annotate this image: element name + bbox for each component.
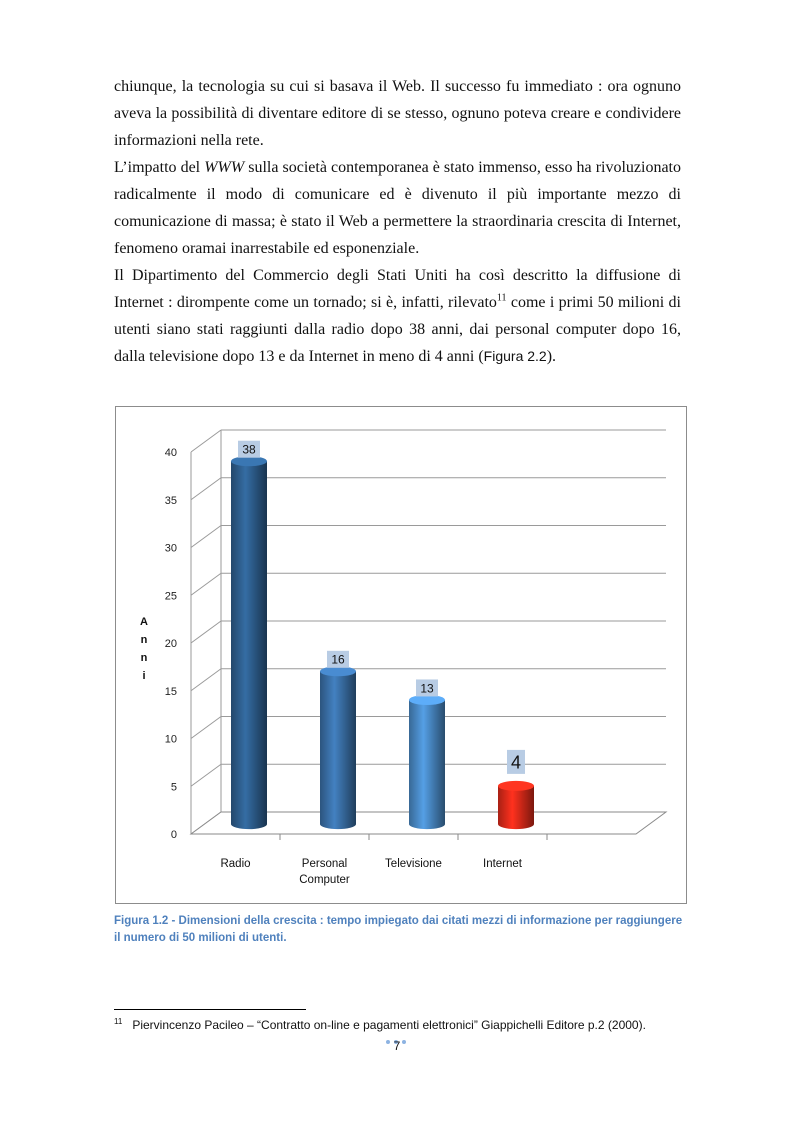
gridline-side xyxy=(191,621,221,643)
gridline-side xyxy=(191,478,221,500)
gridline-side xyxy=(191,764,221,786)
page-number: 7 xyxy=(393,1039,401,1053)
gridline-side xyxy=(191,573,221,595)
y-axis-label-letter: n xyxy=(140,652,148,664)
www-term: WWW xyxy=(204,159,245,176)
footnote-ref: 11 xyxy=(496,292,507,304)
bar-internet xyxy=(498,786,534,829)
gridline-side xyxy=(191,526,221,548)
bar-televisione xyxy=(409,700,445,829)
x-tick-label: Computer xyxy=(299,874,350,886)
data-label: 13 xyxy=(420,681,434,696)
y-tick-label: 15 xyxy=(164,685,177,698)
y-tick-label: 30 xyxy=(164,542,177,555)
footnote-text: Piervincenzo Pacileo – “Contratto on-line e pagamenti elettronici” Giappichelli Editore p.2 (2000). xyxy=(132,1018,646,1032)
x-tick-label: Internet xyxy=(483,858,522,870)
data-label: 16 xyxy=(331,652,345,667)
y-tick-label: 10 xyxy=(164,733,177,746)
y-axis-label-letter: A xyxy=(140,616,148,628)
body-text xyxy=(114,73,681,370)
paragraph-2: L’impatto del WWW sulla società contemporanea è stato immenso, esso ha rivoluzionato radicalmente il modo di comunicare ed è divenuto il più importante mezzo di comunicazione di massa; è stato il Web a permettere la straordinaria crescita di Internet, fenomeno oramai inarrestabile ed esponenziale. xyxy=(114,159,682,257)
footnote xyxy=(114,1017,714,1032)
figure-caption: Figura 1.2 - Dimensioni della crescita : tempo impiegato dai citati mezzi di informazione per raggiungere il numero di 50 milioni di utenti. xyxy=(114,915,683,944)
y-tick-label: 5 xyxy=(170,781,177,794)
bar-top xyxy=(231,456,267,466)
x-tick-label: Radio xyxy=(220,858,251,870)
y-axis-label-letter: n xyxy=(140,634,148,646)
y-tick-label: 35 xyxy=(164,494,177,507)
paragraph-1: chiunque, la tecnologia su cui si basava il Web. Il successo fu immediato : ora ognuno aveva la possibilità di diventare editore di se stesso, ognuno poteva creare e condividere informazioni nella rete. xyxy=(114,78,681,149)
y-tick-label: 40 xyxy=(164,447,177,459)
x-tick-label: Televisione xyxy=(385,858,442,870)
footnote-mark: 11 xyxy=(114,1017,123,1026)
x-tick-label: Personal xyxy=(301,858,348,870)
paragraph-3: Il Dipartimento del Commercio degli Stati Uniti ha così descritto la diffusione di Internet : dirompente come un tornado; si è, infatti, rilevato$^{11}$ come i primi 50 milioni di utenti siano stati raggiunti dalla radio dopo 38 anni, dai personal computer dopo 16, dalla televisione dopo 13 e da Internet in meno di 4 anni (Figura 2.2). xyxy=(114,267,681,365)
figure-ref: Figura 2.2 xyxy=(483,348,547,364)
gridline-side xyxy=(191,430,221,452)
gridline-side xyxy=(191,717,221,739)
bar-top xyxy=(498,781,534,791)
bar-personal-computer xyxy=(320,671,356,829)
y-axis-label-letter: i xyxy=(142,670,146,682)
data-label: 4 xyxy=(510,752,522,773)
footnote-rule xyxy=(114,1009,306,1010)
y-tick-label: 20 xyxy=(164,638,177,650)
y-tick-label: 25 xyxy=(164,590,177,603)
data-label: 38 xyxy=(242,442,256,457)
y-tick-label: 0 xyxy=(170,829,177,841)
gridline-side xyxy=(191,669,221,691)
bar-chart xyxy=(115,406,687,904)
chart-canvas xyxy=(116,407,686,903)
bar-radio xyxy=(231,461,267,829)
